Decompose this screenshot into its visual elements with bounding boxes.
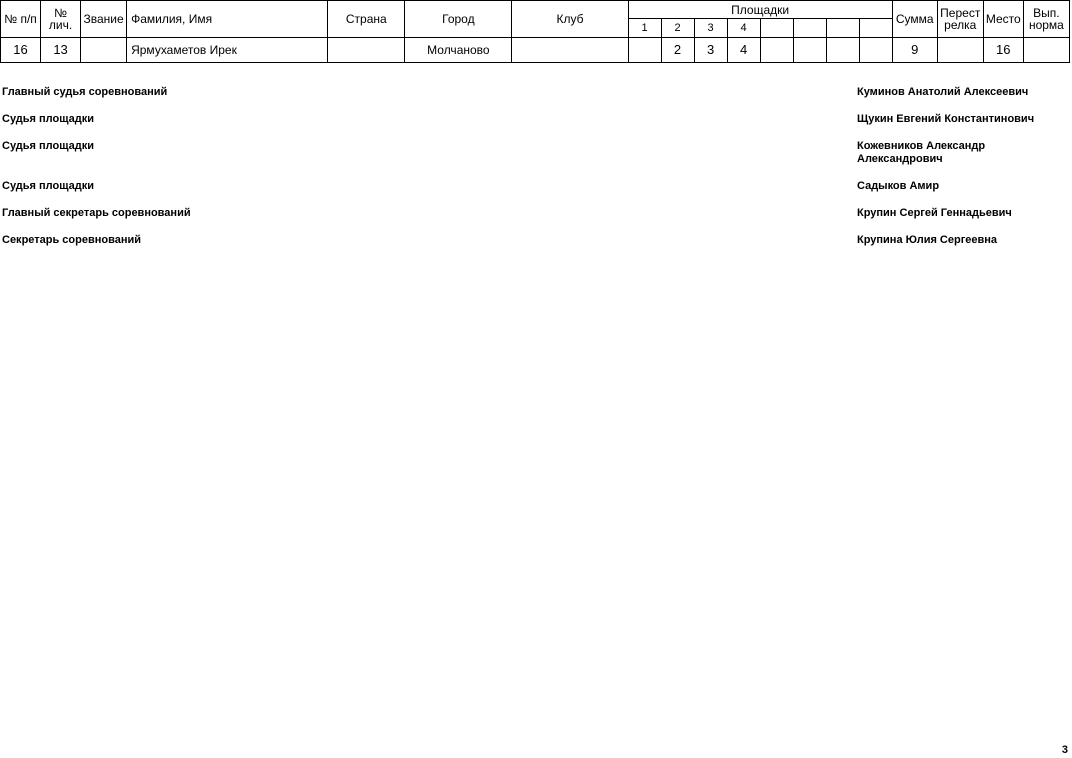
signature-role: Судья площадки	[2, 140, 94, 152]
cell-area	[628, 38, 661, 63]
signature-role: Главный секретарь соревнований	[2, 207, 191, 219]
cell-area	[859, 38, 892, 63]
signature-role: Главный судья соревнований	[2, 86, 168, 98]
area-col-header: 1	[628, 19, 661, 38]
area-col-header: 3	[694, 19, 727, 38]
cell-rank	[81, 38, 127, 63]
col-header-country: Страна	[328, 1, 405, 38]
cell-name: Ярмухаметов Ирек	[127, 38, 328, 63]
signature-name: Садыков Амир	[857, 180, 940, 192]
signature-role: Судья площадки	[2, 180, 94, 192]
area-col-header: 2	[661, 19, 694, 38]
signature-role: Секретарь соревнований	[2, 234, 142, 246]
col-header-city: Город	[405, 1, 512, 38]
cell-area: 2	[661, 38, 694, 63]
col-header-sum: Сумма	[892, 1, 937, 38]
cell-lic: 13	[41, 38, 81, 63]
area-col-header	[826, 19, 859, 38]
signature-name: Крупин Сергей Геннадьевич	[857, 207, 1012, 219]
cell-reweigh	[937, 38, 983, 63]
area-col-header: 4	[727, 19, 760, 38]
cell-num: 16	[1, 38, 41, 63]
col-header-club: Клуб	[512, 1, 628, 38]
cell-country	[328, 38, 405, 63]
signature-name: Крупина Юлия Сергеевна	[857, 234, 998, 246]
cell-area: 4	[727, 38, 760, 63]
cell-area	[793, 38, 826, 63]
cell-club	[512, 38, 628, 63]
signature-name: Кожевников Александр Александрович	[857, 140, 986, 165]
page-number: 3	[1061, 744, 1068, 756]
results-table	[0, 0, 1070, 63]
cell-norm	[1023, 38, 1069, 63]
area-col-header	[793, 19, 826, 38]
signature-name: Куминов Анатолий Алексеевич	[857, 86, 1029, 98]
col-header-lic: № лич.	[41, 1, 81, 38]
area-col-header	[760, 19, 793, 38]
col-header-num: № п/п	[1, 1, 41, 38]
area-col-header	[859, 19, 892, 38]
cell-city: Молчаново	[405, 38, 512, 63]
col-header-reweigh: Перест релка	[937, 1, 983, 38]
col-header-name: Фамилия, Имя	[127, 1, 328, 38]
table-row	[1, 38, 1070, 63]
header-row-top	[1, 1, 1070, 19]
signature-role: Судья площадки	[2, 113, 94, 125]
cell-place: 16	[983, 38, 1023, 63]
col-header-place: Место	[983, 1, 1023, 38]
col-header-areas: Площадки	[628, 1, 892, 19]
cell-area: 3	[694, 38, 727, 63]
cell-area	[760, 38, 793, 63]
col-header-rank: Звание	[81, 1, 127, 38]
cell-area	[826, 38, 859, 63]
signature-name: Щукин Евгений Константинович	[857, 113, 1035, 125]
cell-sum: 9	[892, 38, 937, 63]
col-header-norm: Вып. норма	[1023, 1, 1069, 38]
